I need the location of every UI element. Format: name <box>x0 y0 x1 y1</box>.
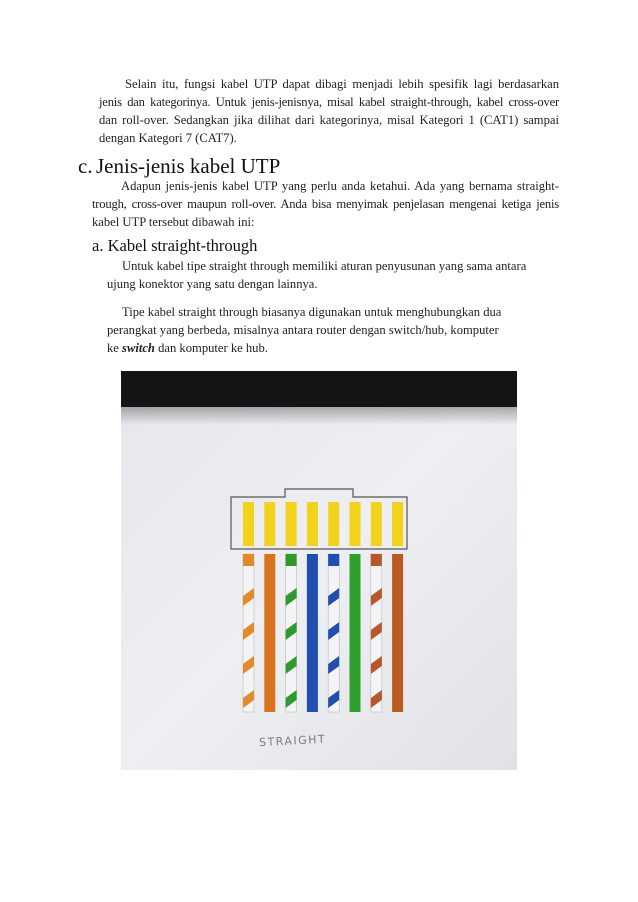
paper-background <box>121 371 517 770</box>
intro-line-1: Selain itu, fungsi kabel UTP dapat dibagi menjadi lebih spesifik lagi berdasarkan <box>125 77 559 91</box>
solid-wire <box>392 554 403 712</box>
section-a-p1-line-2: ujung konektor yang satu dengan lainnya. <box>107 277 318 291</box>
connector-pin <box>328 502 339 546</box>
figure-caption: STRAIGHT <box>258 732 327 750</box>
section-a-p2-line-1: Tipe kabel straight through biasanya digunakan untuk menghubungkan dua <box>122 305 502 319</box>
striped-wire <box>371 554 382 712</box>
connector-pin <box>392 502 403 546</box>
section-a-heading: a. Kabel straight-through <box>92 236 258 255</box>
straight-through-wiring-photo <box>121 371 517 770</box>
p2-line3-pre: ke <box>107 341 123 355</box>
striped-wire <box>286 554 297 712</box>
section-a-p2-line-3 <box>107 339 268 358</box>
intro-line-3: dan roll-over. Sedangkan jika dilihat dari kategorinya, misal Kategori 1 (CAT1) sampai <box>99 113 559 127</box>
dark-top-edge <box>121 371 517 407</box>
connector-pin <box>264 502 275 546</box>
solid-wire <box>350 554 361 712</box>
intro-line-2: jenis dan kategorinya. Untuk jenis-jenisnya, misal kabel straight-through, kabel cross-over <box>99 95 559 109</box>
striped-wire <box>328 554 339 712</box>
section-c-line-1: Adapun jenis-jenis kabel UTP yang perlu anda ketahui. Ada yang bernama straight- <box>121 179 559 193</box>
switch-emphasis: switch <box>122 341 155 355</box>
connector-pin <box>286 502 297 546</box>
connector-pin <box>307 502 318 546</box>
connector-pin <box>350 502 361 546</box>
intro-line-4: dengan Kategori 7 (CAT7). <box>99 131 237 145</box>
section-c-line-2: trough, cross-over maupun roll-over. Anda bisa menyimak penjelasan mengenai ketiga jenis <box>92 197 559 211</box>
striped-wire <box>243 554 254 712</box>
solid-wire <box>264 554 275 712</box>
section-c-heading <box>78 154 280 178</box>
solid-wire <box>307 554 318 712</box>
connector-pin <box>243 502 254 546</box>
p2-line3-post: dan komputer ke hub. <box>154 341 268 355</box>
section-c-title: Jenis-jenis kabel UTP <box>96 154 281 178</box>
section-c-number: c. <box>78 154 93 178</box>
section-c-line-3: kabel UTP tersebut dibawah ini: <box>92 215 255 229</box>
section-a-p1-line-1: Untuk kabel tipe straight through memiliki aturan penyusunan yang sama antara <box>122 259 527 273</box>
connector-pin <box>371 502 382 546</box>
section-a-p2-line-2: perangkat yang berbeda, misalnya antara router dengan switch/hub, komputer <box>107 323 499 337</box>
